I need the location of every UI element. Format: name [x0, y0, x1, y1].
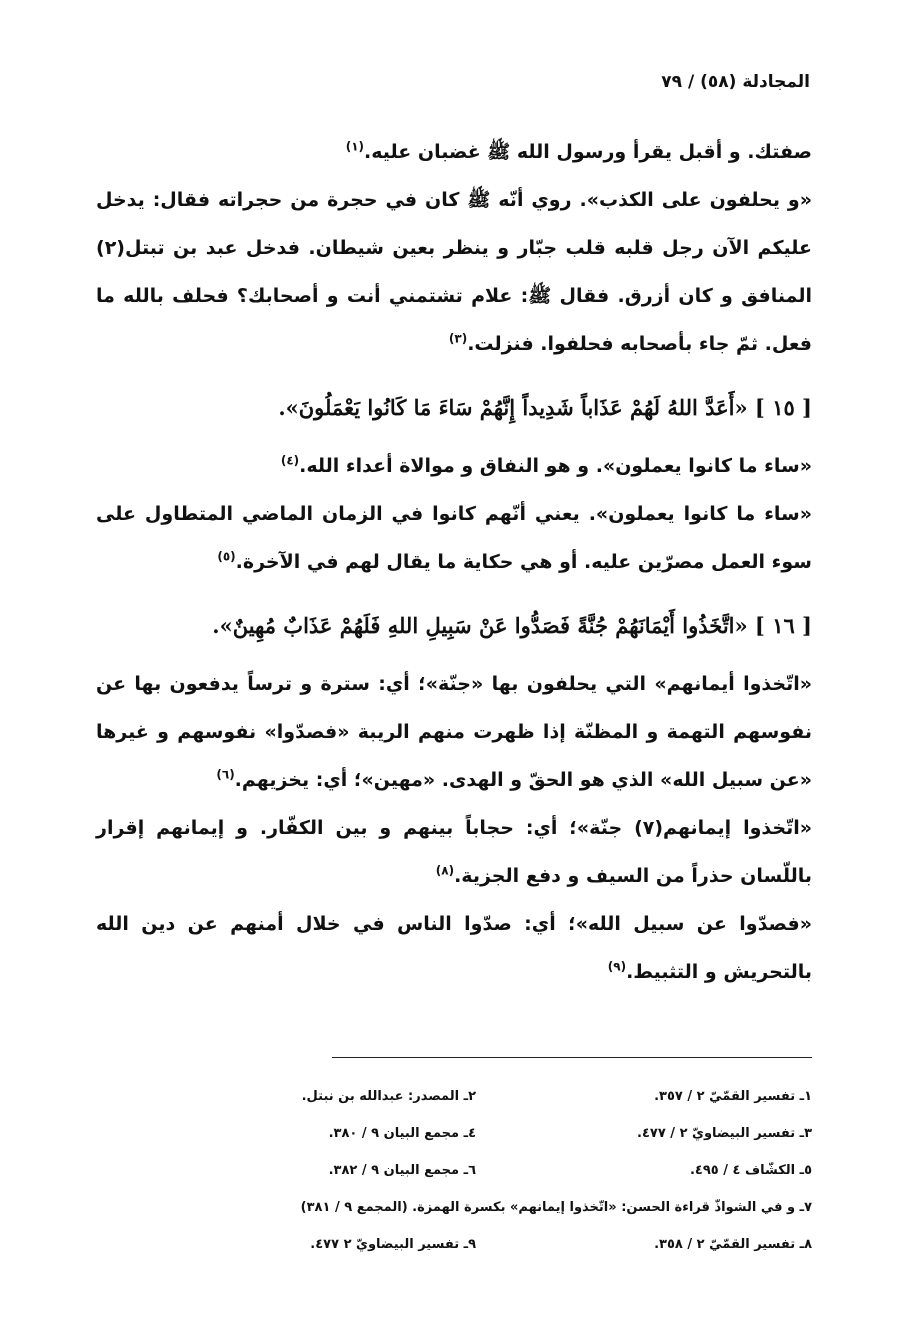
verse-15 [96, 380, 812, 436]
footnote-3: ٣ـ تفسير البيضاويّ ٢ / ٤٧٧. [637, 1126, 812, 1141]
footnote-ref: (٩) [607, 959, 627, 974]
footnote-1: ١ـ تفسير القمّيّ ٢ / ٣٥٧. [654, 1089, 812, 1104]
footnote-ref: (٤) [280, 453, 300, 468]
paragraph-text: «اتّخذوا إيمانهم(٧) جنّة»؛ أي: حجاباً بينهم و بين الكفّار. و إيمانهم إقرار باللّسان حذراً من السيف و دفع الجزية. [96, 817, 812, 887]
footnote-4: ٤ـ مجمع البيان ٩ / ٣٨٠. [328, 1126, 476, 1141]
paragraph-text: «اتّخذوا أيمانهم» التي يحلفون بها «جنّة»؛ أي: سترة و ترساً يدفعون بها عن نفوسهم التهمة و المظنّة إذا ظهرت منهم الريبة «فصدّوا» نفوسهم و غيرها «عن سبيل الله» الذي هو الحقّ و الهدى. «مهين»؛ أي: يخزيهم. [96, 673, 812, 791]
paragraph-5 [96, 660, 812, 804]
footnote-5: ٥ـ الكشّاف ٤ / ٤٩٥. [689, 1163, 812, 1178]
paragraph-text: «ساء ما كانوا يعملون». يعني أنّهم كانوا في الزمان الماضي المتطاول على سوء العمل مصرّين عليه. أو هي حكاية ما يقال لهم في الآخرة. [96, 503, 812, 573]
footnote-ref: (٣) [448, 331, 468, 346]
footnote-row [140, 1078, 812, 1115]
footnote-row [140, 1152, 812, 1189]
footnote-6: ٦ـ مجمع البيان ٩ / ٣٨٢. [328, 1163, 476, 1178]
footnote-divider [332, 1057, 812, 1058]
paragraph-text: «ساء ما كانوا يعملون». و هو النفاق و موالاة أعداء الله. [299, 455, 812, 477]
paragraph-text: «فصدّوا عن سبيل الله»؛ أي: صدّوا الناس في خلال أمنهم عن دين الله بالتحريش و التثبيط. [96, 913, 812, 983]
footnote-row [140, 1226, 812, 1263]
paragraph-2 [96, 176, 812, 368]
footnote-row [140, 1115, 812, 1152]
running-header: المجادلة (٥٨) / ٧٩ [661, 72, 810, 92]
footnote-ref: (٨) [435, 863, 455, 878]
paragraph-6 [96, 804, 812, 900]
footnote-8: ٨ـ تفسير القمّيّ ٢ / ٣٥٨. [654, 1237, 812, 1252]
paragraph-text: صفتك. و أقبل يقرأ ورسول الله ﷺ غضبان عليه. [364, 141, 812, 163]
verse-text: [ ١٥ ] «أَعَدَّ اللهُ لَهُمْ عَذَاباً شَدِيداً إِنَّهُمْ سَاءَ مَا كَانُوا يَعْمَلُونَ». [278, 395, 812, 420]
paragraph-3 [96, 442, 812, 490]
footnote-ref: (٦) [216, 767, 235, 782]
footnote-7: ٧ـ و في الشواذّ قراءة الحسن: «اتّخذوا إيمانهم» بكسرة الهمزة. (المجمع ٩ / ٣٨١) [300, 1200, 812, 1215]
paragraph-1 [96, 128, 812, 176]
paragraph-7 [96, 900, 812, 996]
paragraph-text: «و يحلفون على الكذب». روي أنّه ﷺ كان في حجرة من حجراته فقال: يدخل عليكم الآن رجل قلبه قلب جبّار و ينظر بعين شيطان. فدخل عبد بن تبتل(٢) المنافق و كان أزرق. فقال ﷺ: علام تشتمني أنت و أصحابك؟ فحلف بالله ما فعل. ثمّ جاء بأصحابه فحلفوا. فنزلت. [96, 189, 812, 355]
verse-16 [96, 598, 812, 654]
footnote-ref: (١) [345, 139, 365, 154]
footnote-ref: (٥) [217, 549, 236, 564]
footnote-row [140, 1189, 812, 1226]
footnote-2: ٢ـ المصدر: عبدالله بن نبتل. [301, 1089, 476, 1104]
paragraph-4 [96, 490, 812, 586]
footnote-9: ٩ـ تفسير البيضاويّ ٢ ٤٧٧. [310, 1237, 476, 1252]
footnotes [140, 1078, 812, 1263]
page-body [96, 128, 812, 996]
verse-text: [ ١٦ ] «اتَّخَذُوا أَيْمَانَهُمْ جُنَّةً فَصَدُّوا عَنْ سَبِيلِ اللهِ فَلَهُمْ عَذَابٌ مُهِينٌ». [212, 613, 812, 638]
